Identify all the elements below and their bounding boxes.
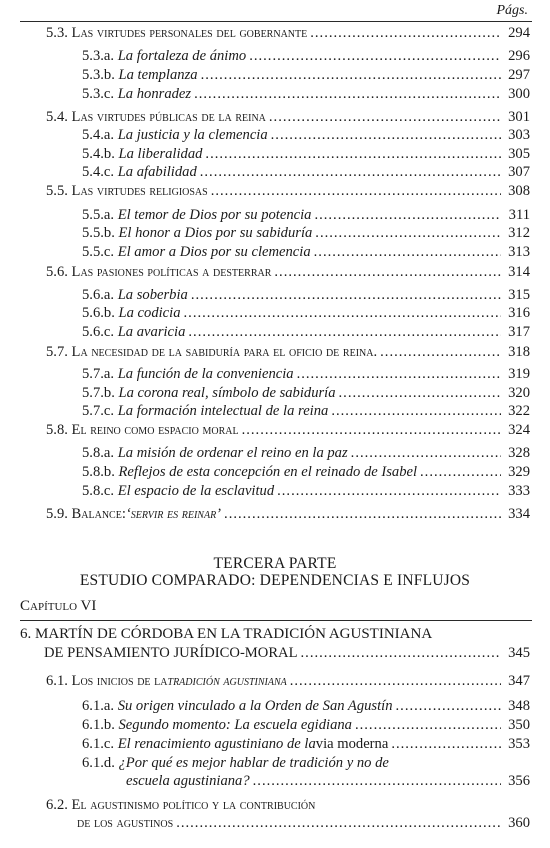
entry-page: 315 — [508, 287, 530, 303]
entry-title: Reflejos de esta concepción en el reinado de Isabel — [118, 464, 418, 480]
leader-dots — [205, 146, 501, 162]
header-rule — [20, 21, 532, 22]
entry-title: El amor a Dios por su clemencia — [117, 244, 311, 260]
leader-dots — [314, 207, 501, 223]
entry-number: 5.7.c. — [82, 403, 115, 419]
entry-title: Las virtudes públicas de la reina — [71, 109, 266, 125]
entry-title: El renacimiento agustiniano de la — [117, 736, 316, 752]
entry-page: 350 — [508, 717, 530, 733]
entry-title: El reino como espacio moral — [71, 422, 239, 438]
entry-page: 307 — [508, 164, 530, 180]
toc-entry-6-1-a[interactable] — [82, 698, 530, 714]
leader-dots — [420, 464, 501, 480]
entry-title: ¿Por qué es mejor hablar de tradición y no de — [118, 755, 389, 771]
leader-dots — [339, 385, 501, 401]
entry-page: 317 — [508, 324, 530, 340]
toc-entry-5-3[interactable] — [46, 25, 530, 41]
entry-number: 5.7.a. — [82, 366, 115, 382]
entry-page: 314 — [508, 264, 530, 280]
toc-entry-6-1-d-cont[interactable] — [126, 773, 530, 789]
toc-entry-6[interactable] — [20, 626, 432, 642]
leader-dots — [297, 366, 501, 382]
chapter-rule — [20, 620, 532, 621]
entry-number: 6.1.b. — [82, 717, 115, 733]
leader-dots — [176, 815, 501, 831]
toc-entry-5-7-a[interactable] — [82, 366, 530, 382]
entry-title-roman: via moderna — [315, 736, 389, 752]
entry-title: La necesidad de la sabiduría para el oficio de reina. — [71, 344, 378, 360]
entry-page: 312 — [508, 225, 530, 241]
toc-entry-5-3-c[interactable] — [82, 86, 530, 102]
entry-page: 348 — [508, 698, 530, 714]
part-heading: TERCERA PARTE — [213, 555, 337, 572]
leader-dots — [331, 403, 501, 419]
entry-page: 320 — [508, 385, 530, 401]
toc-entry-6-1[interactable] — [46, 673, 530, 689]
leader-dots — [396, 698, 501, 714]
entry-page: 313 — [508, 244, 530, 260]
entry-page: 360 — [508, 815, 530, 831]
leader-dots — [277, 483, 501, 499]
entry-number: 5.7. — [46, 344, 68, 360]
leader-dots — [253, 773, 501, 789]
part-subtitle: ESTUDIO COMPARADO: DEPENDENCIAS E INFLUJOS — [79, 572, 471, 589]
leader-dots — [290, 673, 501, 689]
entry-number: 5.6.a. — [82, 287, 115, 303]
entry-page: 297 — [508, 67, 530, 83]
entry-number: 5.4.a. — [82, 127, 115, 143]
entry-number: 5.3.b. — [82, 67, 115, 83]
entry-title-quote: ‘servir es reinar’ — [125, 506, 222, 522]
leader-dots — [391, 736, 501, 752]
entry-title: La fortaleza de ánimo — [117, 48, 247, 64]
leader-dots — [194, 86, 501, 102]
toc-entry-6-1-c[interactable] — [82, 736, 530, 752]
entry-number: 6.1.c. — [82, 736, 115, 752]
toc-entry-6-2-cont[interactable] — [77, 815, 530, 831]
entry-title: La codicia — [118, 305, 181, 321]
entry-page: 322 — [508, 403, 530, 419]
toc-entry-5-7-b[interactable] — [82, 385, 530, 401]
entry-page: 305 — [508, 146, 530, 162]
leader-dots — [242, 422, 501, 438]
entry-number: 5.5. — [46, 183, 68, 199]
toc-entry-5-4[interactable] — [46, 109, 530, 125]
entry-page: 300 — [508, 86, 530, 102]
entry-title-cont: de los agustinos — [77, 815, 174, 831]
entry-page: 324 — [508, 422, 530, 438]
entry-number: 5.6. — [46, 264, 68, 280]
entry-page: 329 — [508, 464, 530, 480]
leader-dots — [380, 344, 501, 360]
entry-number: 5.9. — [46, 506, 68, 522]
toc-entry-6-cont[interactable] — [44, 645, 530, 661]
entry-page: 316 — [508, 305, 530, 321]
toc-entry-5-4-c[interactable] — [82, 164, 530, 180]
entry-page: 334 — [508, 506, 530, 522]
entry-title: Las virtudes personales del gobernante — [71, 25, 308, 41]
entry-title: La misión de ordenar el reino en la paz — [117, 445, 348, 461]
toc-entry-5-8-b[interactable] — [82, 464, 530, 480]
entry-title: La afabilidad — [117, 164, 197, 180]
entry-title: El honor a Dios por su sabiduría — [118, 225, 313, 241]
entry-page: 296 — [508, 48, 530, 64]
entry-title: La soberbia — [117, 287, 188, 303]
entry-number: 6. — [20, 626, 32, 642]
entry-title: La justicia y la clemencia — [117, 127, 268, 143]
entry-title: El temor de Dios por su potencia — [117, 207, 312, 223]
entry-number: 6.1.a. — [82, 698, 115, 714]
leader-dots — [201, 67, 501, 83]
chapter-label: Capítulo VI — [20, 598, 97, 614]
toc-entry-6-1-d[interactable] — [82, 755, 389, 771]
leader-dots — [310, 25, 501, 41]
entry-number: 5.3.a. — [82, 48, 115, 64]
entry-title: La corona real, símbolo de sabiduría — [118, 385, 336, 401]
entry-number: 6.1.d. — [82, 755, 115, 771]
entry-number: 5.3. — [46, 25, 68, 41]
entry-number: 5.6.c. — [82, 324, 115, 340]
toc-entry-5-8-a[interactable] — [82, 445, 530, 461]
toc-entry-5-3-b[interactable] — [82, 67, 530, 83]
leader-dots — [315, 225, 501, 241]
entry-page: 294 — [508, 25, 530, 41]
toc-entry-5-9[interactable] — [46, 506, 530, 522]
entry-number: 5.8.a. — [82, 445, 115, 461]
entry-number: 5.4. — [46, 109, 68, 125]
entry-page: 318 — [508, 344, 530, 360]
entry-title: Balance: — [71, 506, 126, 522]
entry-title: La templanza — [118, 67, 198, 83]
toc-entry-5-8[interactable] — [46, 422, 530, 438]
entry-page: 308 — [508, 183, 530, 199]
entry-page: 345 — [508, 645, 530, 661]
pags-header: Págs. — [496, 3, 528, 18]
entry-page: 328 — [508, 445, 530, 461]
entry-page: 311 — [508, 207, 530, 223]
toc-entry-5-6-c[interactable] — [82, 324, 530, 340]
entry-title: MARTÍN DE CÓRDOBA EN LA TRADICIÓN AGUSTINIANA — [35, 626, 433, 642]
entry-title-cont: DE PENSAMIENTO JURÍDICO-MORAL — [44, 645, 298, 661]
leader-dots — [269, 109, 501, 125]
entry-number: 5.7.b. — [82, 385, 115, 401]
toc-entry-5-5[interactable] — [46, 183, 530, 199]
toc-entry-5-4-a[interactable] — [82, 127, 530, 143]
entry-title: Segundo momento: La escuela egidiana — [118, 717, 352, 733]
entry-number: 5.5.b. — [82, 225, 115, 241]
entry-page: 347 — [508, 673, 530, 689]
entry-number: 5.5.a. — [82, 207, 115, 223]
toc-entry-5-5-c[interactable] — [82, 244, 530, 260]
entry-title: El espacio de la esclavitud — [117, 483, 275, 499]
toc-entry-5-3-a[interactable] — [82, 48, 530, 64]
entry-title: La honradez — [117, 86, 192, 102]
entry-page: 301 — [508, 109, 530, 125]
leader-dots — [301, 645, 501, 661]
toc-entry-6-1-b[interactable] — [82, 717, 530, 733]
leader-dots — [188, 324, 501, 340]
toc-entry-5-4-b[interactable] — [82, 146, 530, 162]
leader-dots — [274, 264, 501, 280]
entry-number: 6.2. — [46, 797, 68, 813]
toc-entry-5-5-b[interactable] — [82, 225, 530, 241]
entry-page: 356 — [508, 773, 530, 789]
entry-title: La formación intelectual de la reina — [117, 403, 329, 419]
entry-title-italic: tradición agustiniana — [167, 673, 287, 689]
entry-number: 5.5.c. — [82, 244, 115, 260]
toc-entry-5-7-c[interactable] — [82, 403, 530, 419]
entry-number: 5.8.c. — [82, 483, 115, 499]
leader-dots — [271, 127, 501, 143]
leader-dots — [200, 164, 501, 180]
leader-dots — [355, 717, 501, 733]
entry-page: 319 — [508, 366, 530, 382]
entry-number: 5.8. — [46, 422, 68, 438]
entry-title: El agustinismo político y la contribución — [71, 797, 316, 813]
entry-number: 5.8.b. — [82, 464, 115, 480]
toc-entry-5-5-a[interactable] — [82, 207, 530, 223]
leader-dots — [351, 445, 501, 461]
toc-entry-5-6[interactable] — [46, 264, 530, 280]
leader-dots — [184, 305, 501, 321]
toc-entry-5-6-b[interactable] — [82, 305, 530, 321]
entry-title: La liberalidad — [118, 146, 203, 162]
entry-title: Las pasiones políticas a desterrar — [71, 264, 272, 280]
entry-page: 333 — [508, 483, 530, 499]
leader-dots — [211, 183, 501, 199]
entry-title: Su origen vinculado a la Orden de San Agustín — [117, 698, 393, 714]
entry-title-cont: escuela agustiniana? — [126, 773, 250, 789]
leader-dots — [191, 287, 501, 303]
toc-entry-6-2[interactable] — [46, 797, 315, 813]
entry-page: 303 — [508, 127, 530, 143]
entry-number: 6.1. — [46, 673, 68, 689]
entry-number: 5.6.b. — [82, 305, 115, 321]
toc-entry-5-7[interactable] — [46, 344, 530, 360]
entry-title: Las virtudes religiosas — [71, 183, 208, 199]
entry-title: La avaricia — [117, 324, 186, 340]
entry-title: Los inicios de la — [71, 673, 168, 689]
leader-dots — [224, 506, 501, 522]
leader-dots — [314, 244, 501, 260]
toc-entry-5-8-c[interactable] — [82, 483, 530, 499]
toc-entry-5-6-a[interactable] — [82, 287, 530, 303]
entry-page: 353 — [508, 736, 530, 752]
entry-number: 5.3.c. — [82, 86, 115, 102]
entry-number: 5.4.b. — [82, 146, 115, 162]
entry-title: La función de la conveniencia — [117, 366, 294, 382]
entry-number: 5.4.c. — [82, 164, 115, 180]
leader-dots — [249, 48, 501, 64]
